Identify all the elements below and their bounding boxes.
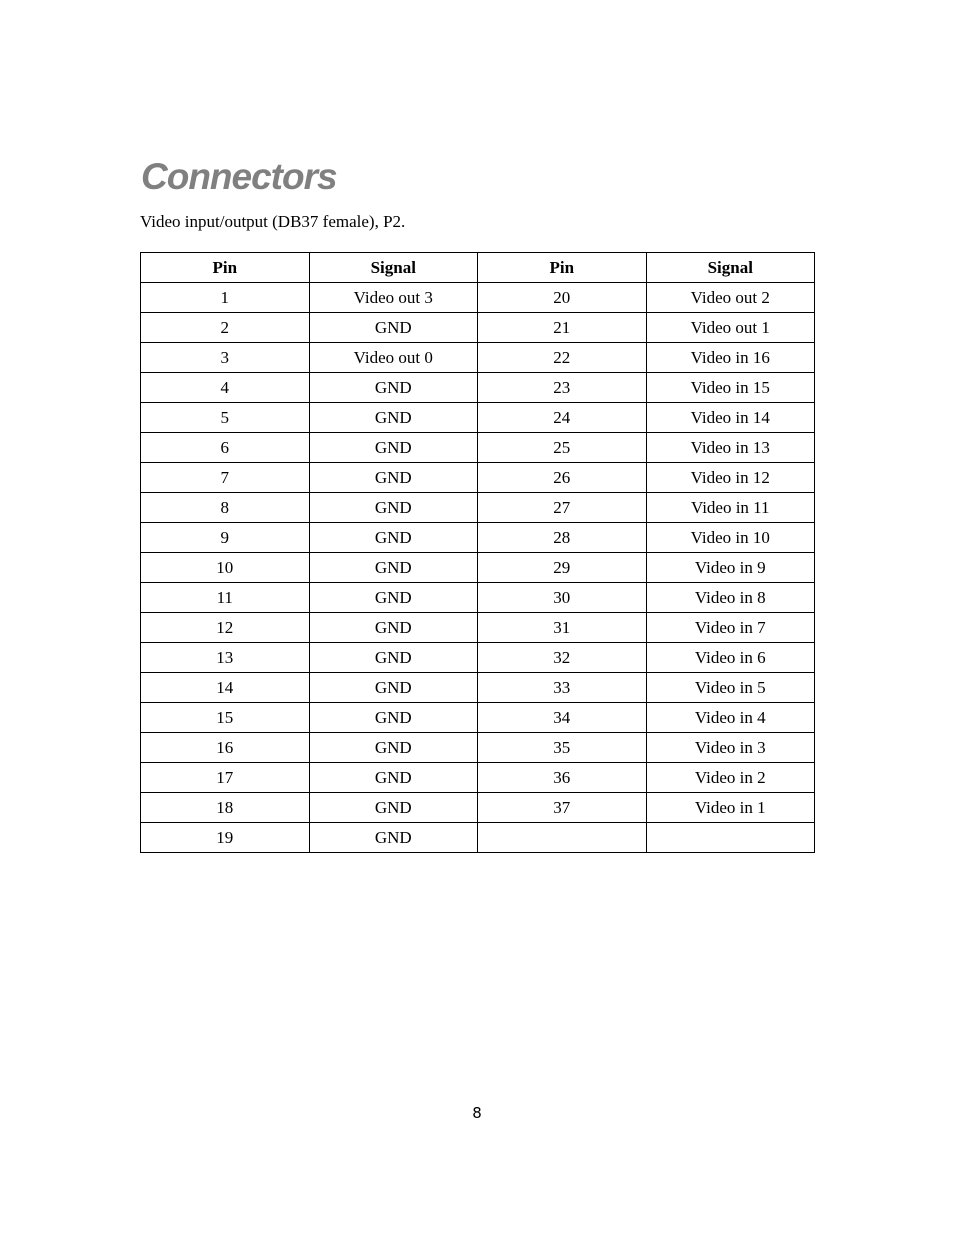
table-row bbox=[141, 433, 815, 463]
signal-cell: Video in 14 bbox=[646, 403, 815, 433]
pin-cell: 10 bbox=[141, 553, 310, 583]
table-header bbox=[141, 253, 815, 283]
table-row bbox=[141, 673, 815, 703]
signal-cell: Video in 4 bbox=[646, 703, 815, 733]
table-row bbox=[141, 733, 815, 763]
pin-cell: 31 bbox=[478, 613, 647, 643]
pin-cell: 36 bbox=[478, 763, 647, 793]
pin-cell: 32 bbox=[478, 643, 647, 673]
pin-cell: 33 bbox=[478, 673, 647, 703]
pin-cell: 12 bbox=[141, 613, 310, 643]
signal-cell: Video in 6 bbox=[646, 643, 815, 673]
pin-cell: 4 bbox=[141, 373, 310, 403]
pin-cell: 7 bbox=[141, 463, 310, 493]
signal-cell: GND bbox=[309, 463, 478, 493]
signal-cell: GND bbox=[309, 523, 478, 553]
pin-cell: 13 bbox=[141, 643, 310, 673]
pin-cell: 16 bbox=[141, 733, 310, 763]
signal-cell: GND bbox=[309, 373, 478, 403]
table-caption: Video input/output (DB37 female), P2. bbox=[140, 212, 406, 231]
table-row bbox=[141, 613, 815, 643]
pin-cell: 35 bbox=[478, 733, 647, 763]
pin-cell: 5 bbox=[141, 403, 310, 433]
pin-cell: 14 bbox=[141, 673, 310, 703]
pin-cell: 30 bbox=[478, 583, 647, 613]
table-header-row bbox=[141, 253, 815, 283]
signal-cell: GND bbox=[309, 583, 478, 613]
table-row bbox=[141, 643, 815, 673]
signal-cell: Video out 3 bbox=[309, 283, 478, 313]
signal-cell: GND bbox=[309, 313, 478, 343]
pin-cell: 20 bbox=[478, 283, 647, 313]
table-row bbox=[141, 763, 815, 793]
signal-cell: Video in 10 bbox=[646, 523, 815, 553]
table-row bbox=[141, 343, 815, 373]
pin-cell: 9 bbox=[141, 523, 310, 553]
signal-cell: GND bbox=[309, 613, 478, 643]
signal-cell: GND bbox=[309, 403, 478, 433]
pin-cell: 26 bbox=[478, 463, 647, 493]
table-row bbox=[141, 463, 815, 493]
signal-cell: GND bbox=[309, 493, 478, 523]
column-header-signal: Signal bbox=[646, 253, 815, 283]
signal-cell: Video in 16 bbox=[646, 343, 815, 373]
signal-cell: Video in 2 bbox=[646, 763, 815, 793]
signal-cell: Video out 2 bbox=[646, 283, 815, 313]
signal-cell: Video in 13 bbox=[646, 433, 815, 463]
signal-cell: Video in 5 bbox=[646, 673, 815, 703]
table-row bbox=[141, 523, 815, 553]
pin-cell: 15 bbox=[141, 703, 310, 733]
column-header-pin: Pin bbox=[478, 253, 647, 283]
table-row bbox=[141, 703, 815, 733]
pin-cell: 17 bbox=[141, 763, 310, 793]
pin-cell: 27 bbox=[478, 493, 647, 523]
pin-cell: 29 bbox=[478, 553, 647, 583]
pinout-table bbox=[140, 252, 815, 853]
pin-cell: 22 bbox=[478, 343, 647, 373]
signal-cell: GND bbox=[309, 823, 478, 853]
table-row bbox=[141, 313, 815, 343]
pin-cell: 3 bbox=[141, 343, 310, 373]
table-row bbox=[141, 373, 815, 403]
pin-cell: 18 bbox=[141, 793, 310, 823]
signal-cell: GND bbox=[309, 673, 478, 703]
pin-cell: 11 bbox=[141, 583, 310, 613]
column-header-signal: Signal bbox=[309, 253, 478, 283]
signal-cell bbox=[646, 823, 815, 853]
pin-cell: 25 bbox=[478, 433, 647, 463]
column-header-pin: Pin bbox=[141, 253, 310, 283]
pin-cell: 8 bbox=[141, 493, 310, 523]
table-body bbox=[141, 283, 815, 853]
pin-cell: 28 bbox=[478, 523, 647, 553]
signal-cell: Video out 1 bbox=[646, 313, 815, 343]
page-title: Connectors bbox=[141, 156, 337, 197]
table-row bbox=[141, 553, 815, 583]
signal-cell: Video in 9 bbox=[646, 553, 815, 583]
pin-cell bbox=[478, 823, 647, 853]
signal-cell: Video in 8 bbox=[646, 583, 815, 613]
table-row bbox=[141, 283, 815, 313]
pin-cell: 1 bbox=[141, 283, 310, 313]
signal-cell: GND bbox=[309, 703, 478, 733]
pin-cell: 34 bbox=[478, 703, 647, 733]
table-row bbox=[141, 493, 815, 523]
pin-cell: 2 bbox=[141, 313, 310, 343]
page-number: 8 bbox=[472, 1104, 482, 1122]
signal-cell: GND bbox=[309, 433, 478, 463]
signal-cell: GND bbox=[309, 733, 478, 763]
signal-cell: Video in 3 bbox=[646, 733, 815, 763]
signal-cell: Video in 11 bbox=[646, 493, 815, 523]
signal-cell: Video in 15 bbox=[646, 373, 815, 403]
pin-cell: 23 bbox=[478, 373, 647, 403]
table-row bbox=[141, 403, 815, 433]
pin-cell: 21 bbox=[478, 313, 647, 343]
signal-cell: GND bbox=[309, 793, 478, 823]
signal-cell: Video in 7 bbox=[646, 613, 815, 643]
signal-cell: GND bbox=[309, 553, 478, 583]
signal-cell: Video in 1 bbox=[646, 793, 815, 823]
pin-cell: 6 bbox=[141, 433, 310, 463]
pin-cell: 24 bbox=[478, 403, 647, 433]
table-row bbox=[141, 793, 815, 823]
signal-cell: Video in 12 bbox=[646, 463, 815, 493]
signal-cell: GND bbox=[309, 643, 478, 673]
table-row bbox=[141, 823, 815, 853]
table-row bbox=[141, 583, 815, 613]
pin-cell: 19 bbox=[141, 823, 310, 853]
signal-cell: GND bbox=[309, 763, 478, 793]
signal-cell: Video out 0 bbox=[309, 343, 478, 373]
pin-cell: 37 bbox=[478, 793, 647, 823]
